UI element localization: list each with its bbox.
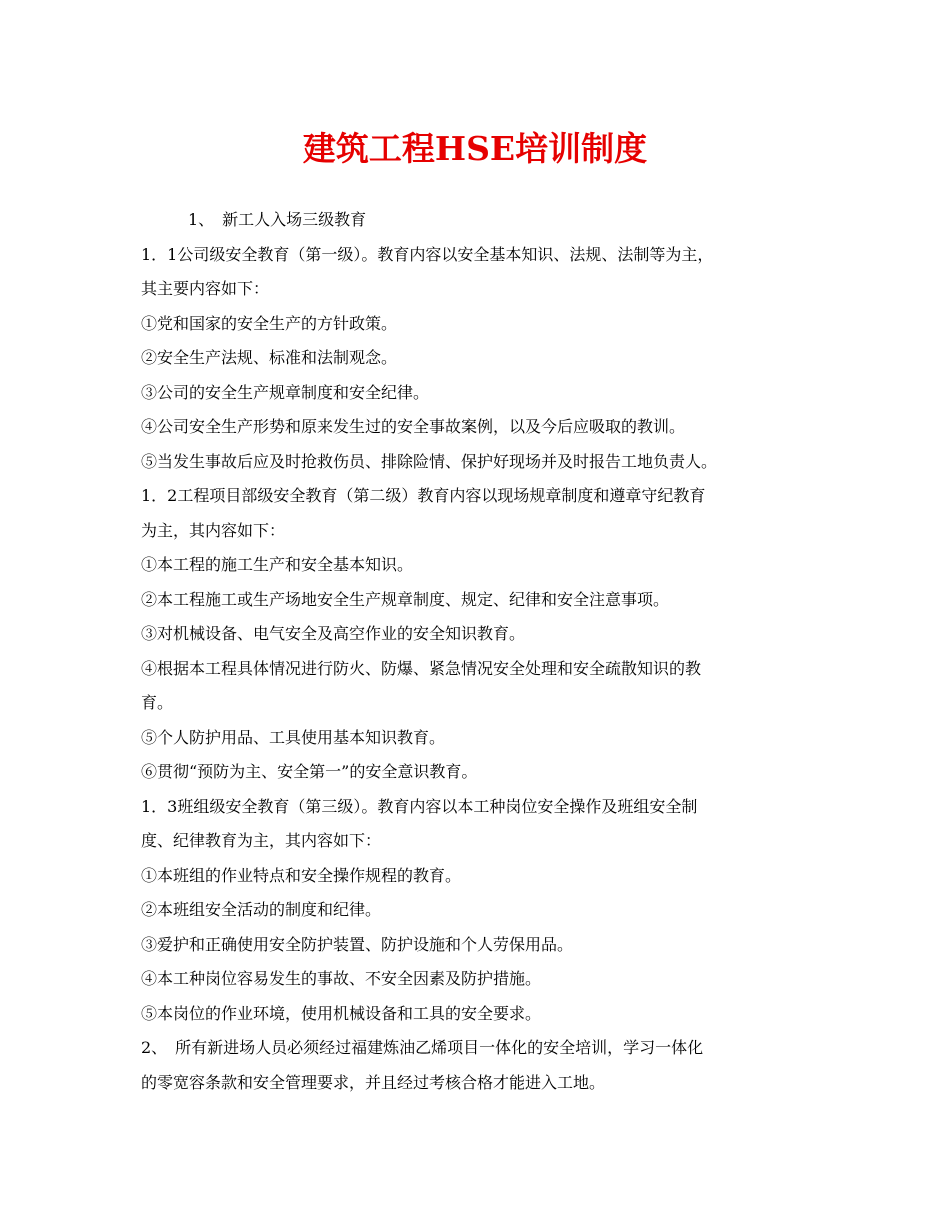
- section-heading: 1、 新工人入场三级教育: [188, 210, 367, 229]
- list-item: ①党和国家的安全生产的方针政策。: [141, 313, 398, 333]
- list-item: ④公司安全生产形势和原来发生过的安全事故案例，以及今后应吸取的教训。: [141, 417, 686, 436]
- list-item: ②本工程施工或生产场地安全生产规章制度、规定、纪律和安全注意事项。: [141, 589, 670, 609]
- paragraph-line: 1．1公司级安全教育（第一级）。教育内容以安全基本知识、法规、法制等为主，: [141, 244, 714, 264]
- list-item: ①本班组的作业特点和安全操作规程的教育。: [141, 865, 462, 885]
- list-item: ⑥贯彻“预防为主、安全第一”的安全意识教育。: [141, 762, 478, 781]
- paragraph-line: 的零宽容条款和安全管理要求，并且经过考核合格才能进入工地。: [141, 1072, 606, 1092]
- paragraph-line: 1．2工程项目部级安全教育（第二级）教育内容以现场规章制度和遵章守纪教育: [141, 486, 706, 505]
- list-item: ④本工种岗位容易发生的事故、不安全因素及防护措施。: [141, 969, 542, 988]
- paragraph-line: 其主要内容如下：: [141, 279, 270, 298]
- paragraph-line: 度、纪律教育为主，其内容如下：: [141, 831, 382, 850]
- document-title: 建筑工程HSE培训制度: [302, 129, 648, 168]
- paragraph-line: 为主，其内容如下：: [141, 520, 286, 540]
- list-item: ③爱护和正确使用安全防护装置、防护设施和个人劳保用品。: [141, 934, 574, 954]
- list-item: ③公司的安全生产规章制度和安全纪律。: [141, 382, 430, 402]
- list-item-continuation: 育。: [141, 693, 174, 712]
- list-item: ④根据本工程具体情况进行防火、防爆、紧急情况安全处理和安全疏散知识的教: [141, 658, 702, 678]
- list-item: ⑤本岗位的作业环境，使用机械设备和工具的安全要求。: [141, 1003, 542, 1023]
- list-item: ①本工程的施工生产和安全基本知识。: [141, 555, 414, 574]
- section-heading: 2、 所有新进场人员必须经过福建炼油乙烯项目一体化的安全培训，学习一体化: [141, 1038, 704, 1057]
- list-item: ③对机械设备、电气安全及高空作业的安全知识教育。: [141, 624, 526, 643]
- list-item: ⑤当发生事故后应及时抢救伤员、排除险情、保护好现场并及时报告工地负责人。: [141, 451, 718, 471]
- list-item: ②安全生产法规、标准和法制观念。: [141, 348, 398, 367]
- list-item: ⑤个人防护用品、工具使用基本知识教育。: [141, 727, 446, 747]
- document-body: [141, 203, 821, 1100]
- paragraph-line: 1．3班组级安全教育（第三级）。教育内容以本工种岗位安全操作及班组安全制: [141, 796, 698, 816]
- list-item: ②本班组安全活动的制度和纪律。: [141, 900, 382, 919]
